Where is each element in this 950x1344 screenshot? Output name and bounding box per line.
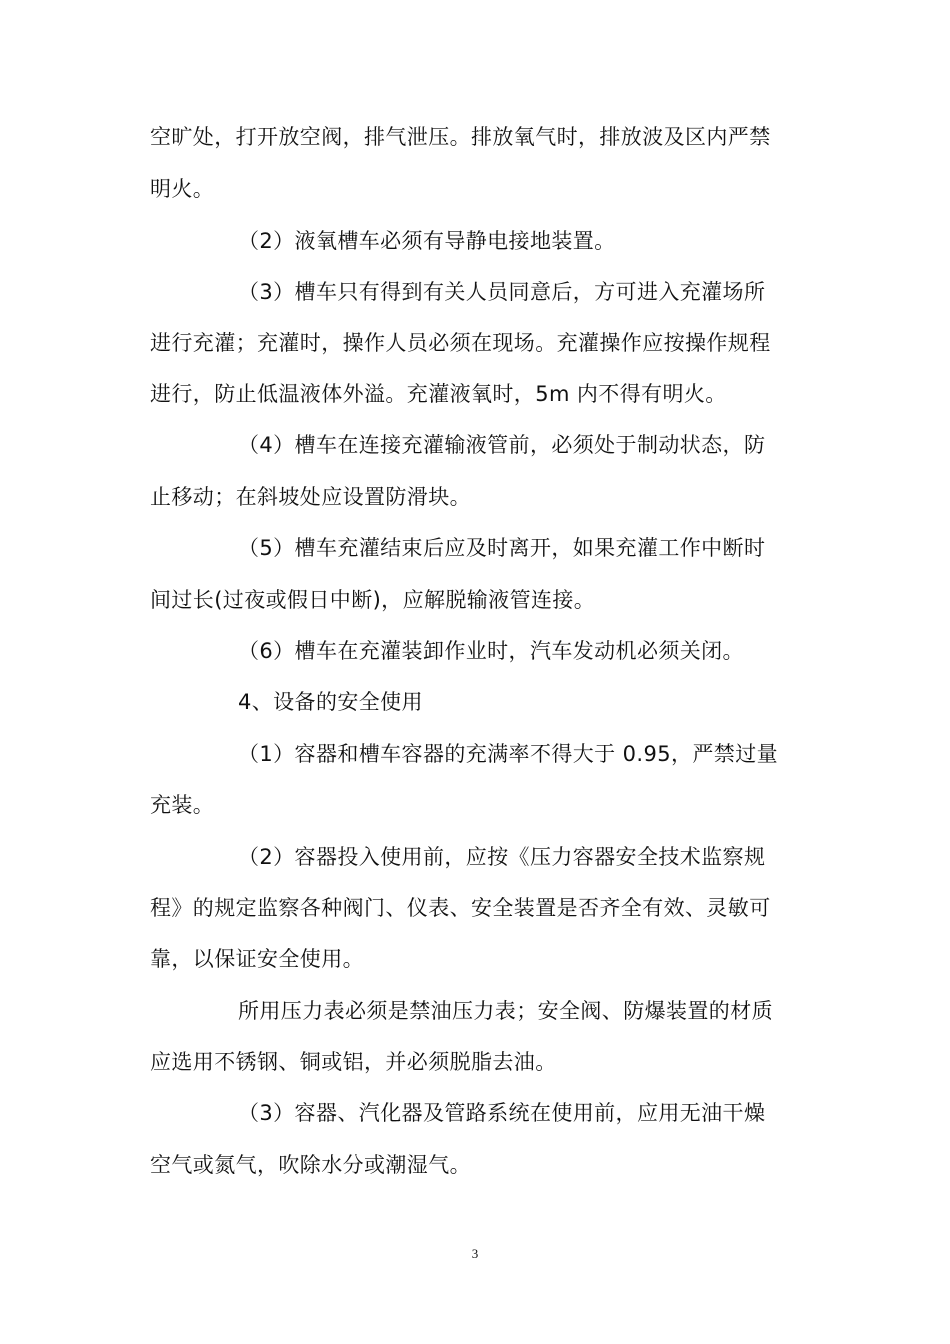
text-line: （2）液氧槽车必须有导静电接地装置。	[238, 229, 616, 253]
text-line: 程》的规定监察各种阀门、仪表、安全装置是否齐全有效、灵敏可	[150, 896, 771, 920]
text-line: （6）槽车在充灌装卸作业时，汽车发动机必须关闭。	[238, 639, 744, 663]
text-line: 止移动；在斜坡处应设置防滑块。	[150, 485, 471, 509]
text-line: 所用压力表必须是禁油压力表；安全阀、防爆装置的材质	[238, 999, 773, 1023]
text-line: （1）容器和槽车容器的充满率不得大于 0.95，严禁过量	[238, 742, 778, 766]
text-line: （4）槽车在连接充灌输液管前，必须处于制动状态，防	[238, 433, 766, 457]
text-line: 间过长(过夜或假日中断)，应解脱输液管连接。	[150, 588, 596, 612]
text-line: 靠，以保证安全使用。	[150, 947, 364, 971]
text-line: （2）容器投入使用前，应按《压力容器安全技术监察规	[238, 845, 766, 869]
text-line: 明火。	[150, 177, 215, 201]
section-heading: 4、设备的安全使用	[238, 690, 423, 714]
text-line: （3）容器、汽化器及管路系统在使用前，应用无油干燥	[238, 1101, 766, 1125]
text-line: 应选用不锈钢、铜或铝，并必须脱脂去油。	[150, 1050, 557, 1074]
text-line: 空气或氮气，吹除水分或潮湿气。	[150, 1153, 471, 1177]
text-line: 空旷处，打开放空阀，排气泄压。排放氧气时，排放波及区内严禁	[150, 125, 771, 149]
text-line: 进行，防止低温液体外溢。充灌液氧时，5m 内不得有明火。	[150, 382, 727, 406]
text-line: 充装。	[150, 793, 215, 817]
text-line: （5）槽车充灌结束后应及时离开，如果充灌工作中断时	[238, 536, 766, 560]
text-line: 进行充灌；充灌时，操作人员必须在现场。充灌操作应按操作规程	[150, 331, 771, 355]
text-line: （3）槽车只有得到有关人员同意后，方可进入充灌场所	[238, 280, 766, 304]
page-number: 3	[471, 1246, 479, 1261]
